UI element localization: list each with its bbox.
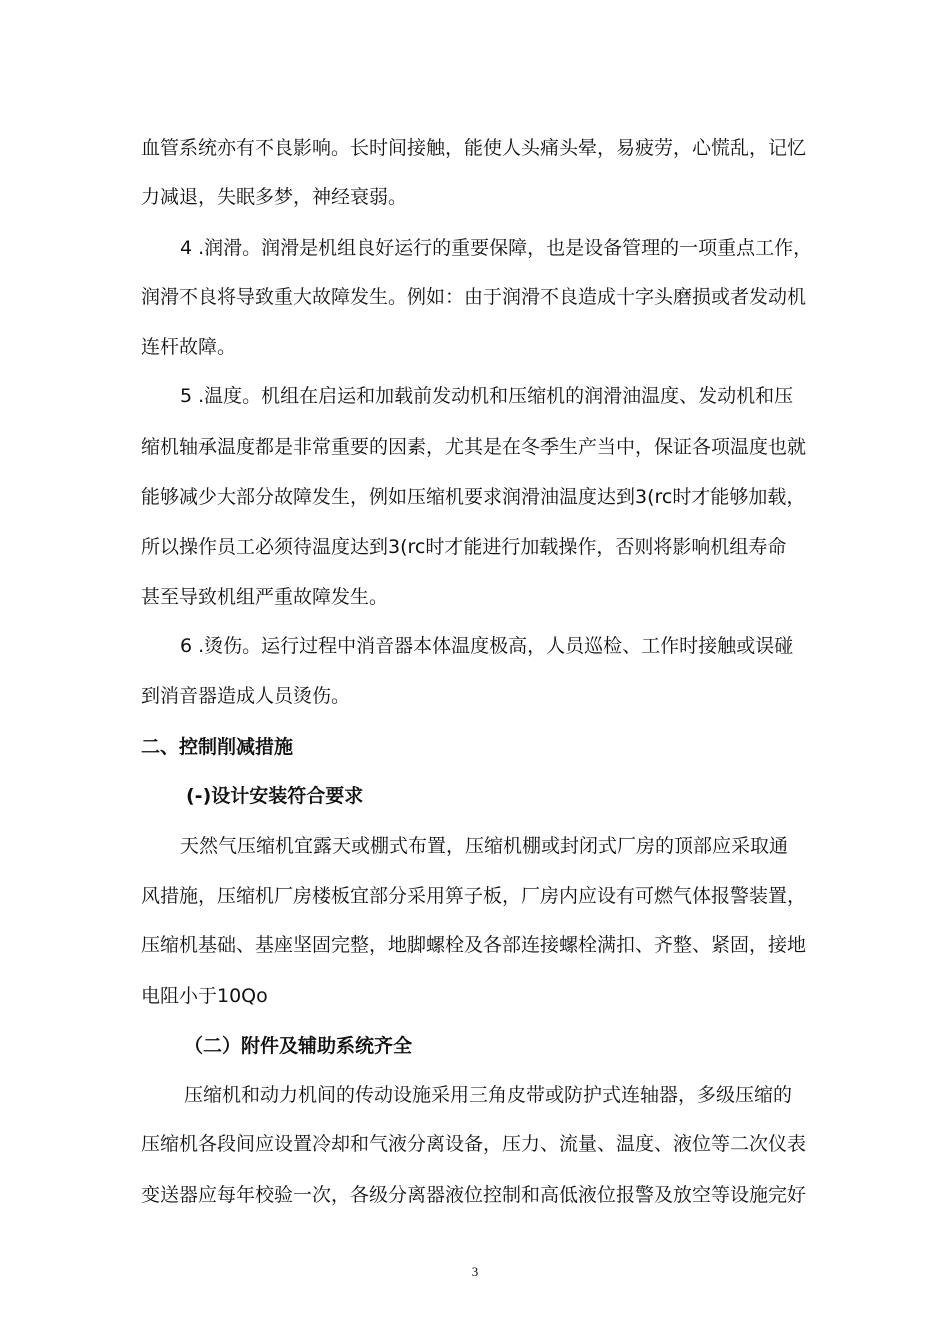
text-line: 6 .烫伤。运行过程中消音器本体温度极高，人员巡检、工作时接触或误碰 <box>180 635 794 657</box>
text-line: 血管系统亦有不良影响。长时间接触，能使人头痛头晕，易疲劳，心慌乱，记忆 <box>141 137 807 159</box>
text-line: 压缩机各段间应设置冷却和气液分离设备，压力、流量、温度、液位等二次仪表 <box>141 1133 807 1155</box>
text-line: 风措施，压缩机厂房楼板宜部分采用箅子板，厂房内应设有可燃气体报警装置， <box>141 885 807 907</box>
text-line: 压缩机和动力机间的传动设施采用三角皮带或防护式连轴器，多级压缩的 <box>184 1084 793 1106</box>
text-line: 连杆故障。 <box>141 336 237 358</box>
text-line: 天然气压缩机宜露天或棚式布置，压缩机棚或封闭式厂房的顶部应采取通 <box>180 835 789 857</box>
text-line: 压缩机基础、基座坚固完整，地脚螺栓及各部连接螺栓满扣、齐整、紧固，接地 <box>141 934 807 956</box>
text-line: 到消音器造成人员烫伤。 <box>141 685 351 707</box>
text-line: 力减退，失眠多梦，神经衰弱。 <box>141 186 408 208</box>
page-number: 3 <box>471 1264 479 1279</box>
text-line: 润滑不良将导致重大故障发生。例如：由于润滑不良造成十字头磨损或者发动机 <box>141 286 807 308</box>
text-line: 所以操作员工必须待温度达到3(rc时才能进行加载操作，否则将影响机组寿命 <box>141 536 787 558</box>
subsection-heading: （二）附件及辅助系统齐全 <box>184 1035 413 1057</box>
text-line: 能够减少大部分故障发生，例如压缩机要求润滑油温度达到3(rc时才能够加载， <box>141 486 806 508</box>
section-heading: 二、控制削减措施 <box>141 736 294 758</box>
text-line: 电阻小于10Qo <box>141 985 268 1007</box>
text-line: 甚至导致机组严重故障发生。 <box>141 586 389 608</box>
text-line: 缩机轴承温度都是非常重要的因素，尤其是在冬季生产当中，保证各项温度也就 <box>141 436 807 458</box>
text-line: 变送器应每年校验一次，各级分离器液位控制和高低液位报警及放空等设施完好 <box>141 1184 807 1206</box>
text-line: 5 .温度。机组在启运和加载前发动机和压缩机的润滑油温度、发动机和压 <box>180 385 794 407</box>
subsection-heading: (-)设计安装符合要求 <box>186 785 364 807</box>
text-line: 4 .润滑。润滑是机组良好运行的重要保障，也是设备管理的一项重点工作， <box>180 237 813 259</box>
